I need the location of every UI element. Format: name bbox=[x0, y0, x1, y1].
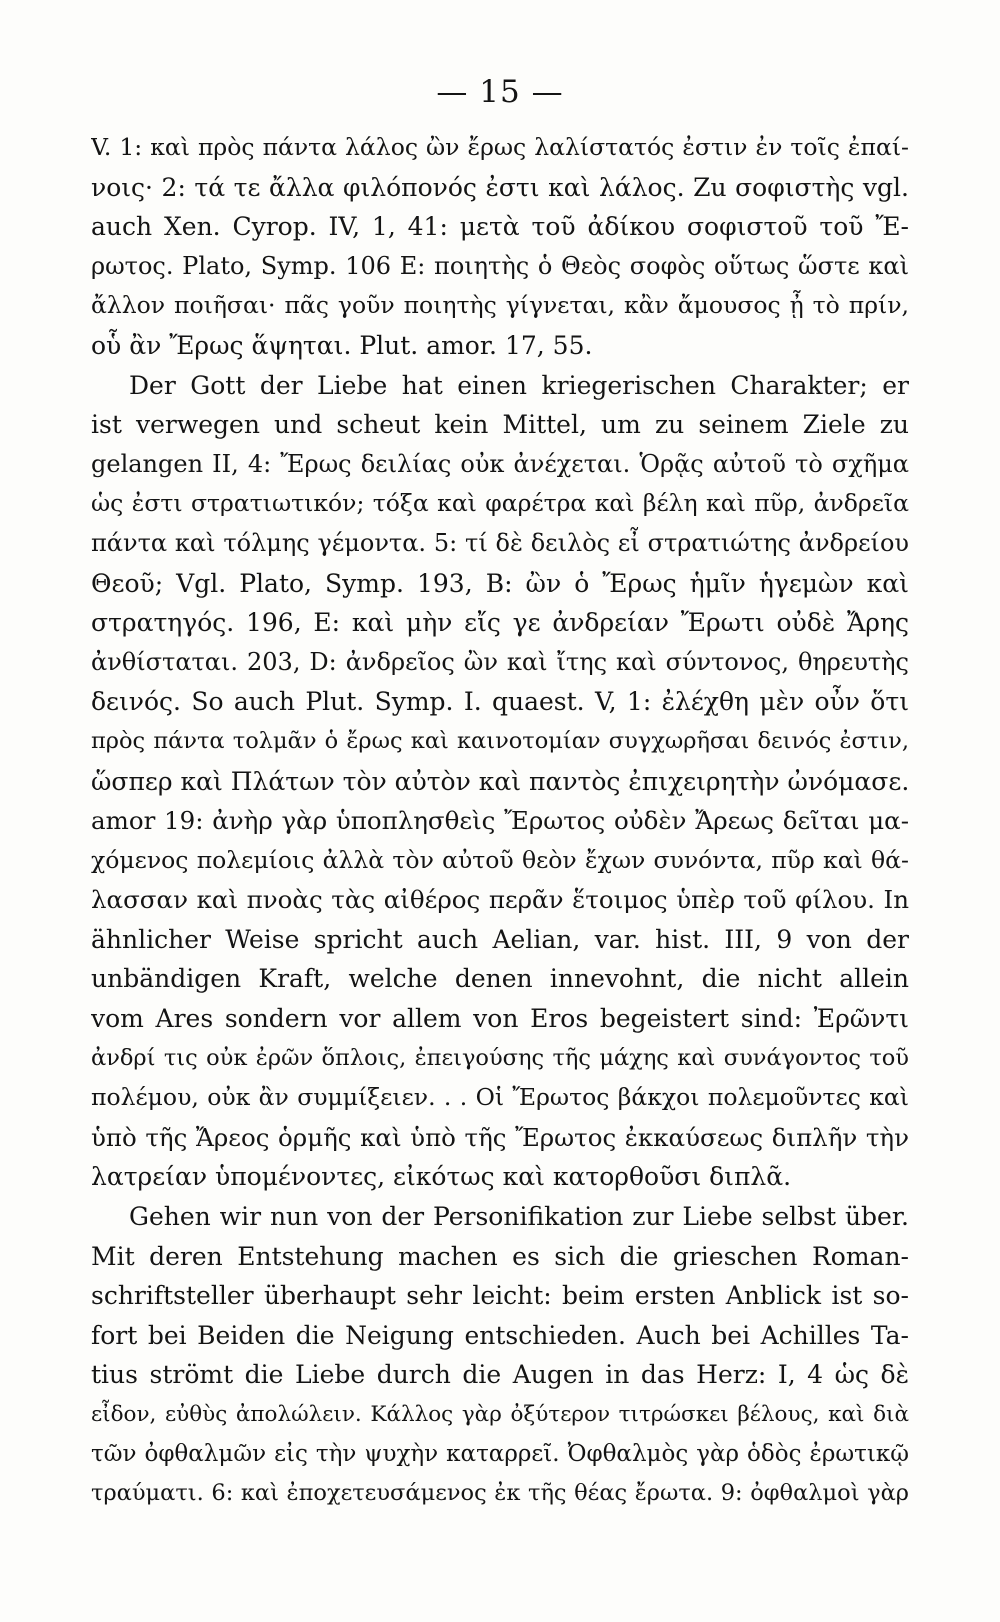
text-line: νοις· 2: τά τε ἄλλα φιλόπονός ἐστι καὶ λάλος. Zu σοφιστὴς vgl. bbox=[91, 172, 909, 202]
text-line: ist verwegen und scheut kein Mittel, um zu seinem Ziele zu bbox=[91, 410, 909, 440]
text-line: οὗ ἂν Ἔρως ἅψηται. Plut. amor. 17, 55. bbox=[91, 330, 593, 360]
text-line: πολέμου, οὐκ ἂν συμμίξειεν. . . Οἱ Ἔρωτος βάκχοι πολεμοῦντες καὶ bbox=[91, 1083, 909, 1112]
text-line: ὥσπερ καὶ Πλάτων τὸν αὐτὸν καὶ παντὸς ἐπιχειρητὴν ὠνόμασε. bbox=[91, 766, 909, 796]
text-line: auch Xen. Cyrop. IV, 1, 41: μετὰ τοῦ ἀδίκου σοφιστοῦ τοῦ Ἔ- bbox=[91, 212, 909, 242]
text-line: tius strömt die Liebe durch die Augen in das Herz: I, 4 ὡς δὲ bbox=[91, 1360, 909, 1390]
text-line: λατρείαν ὑπομένοντες, εἰκότως καὶ κατορθοῦσι διπλᾶ. bbox=[91, 1162, 792, 1192]
text-line: ἀνδρί τις οὐκ ἐρῶν ὅπλοις, ἐπειγούσης τῆς μάχης καὶ συνάγοντος τοῦ bbox=[91, 1044, 909, 1071]
text-line: ἄλλον ποιῆσαι· πᾶς γοῦν ποιητὴς γίγνεται, κἂν ἄμουσος ᾖ τὸ πρίν, bbox=[91, 291, 909, 320]
page-number: — 15 — bbox=[436, 74, 564, 110]
text-line: εἶδον, εὐθὺς ἀπολώλειν. Κάλλος γὰρ ὀξύτερον τιτρώσκει βέλους, καὶ διὰ bbox=[91, 1402, 909, 1427]
text-line: Θεοῦ; Vgl. Plato, Symp. 193, B: ὢν ὁ Ἔρως ἡμῖν ἡγεμὼν καὶ bbox=[91, 568, 909, 598]
text-line: Der Gott der Liebe hat einen kriegerischen Charakter; er bbox=[129, 370, 909, 400]
text-line: ὑπὸ τῆς Ἄρεος ὁρμῆς καὶ ὑπὸ τῆς Ἔρωτος ἐκκαύσεως διπλῆν τὴν bbox=[91, 1122, 909, 1152]
text-line: unbändigen Kraft, welche denen innevohnt, die nicht allein bbox=[91, 964, 909, 994]
text-line: δεινός. So auch Plut. Symp. I. quaest. V, 1: ἐλέχθη μὲν οὖν ὅτι bbox=[91, 687, 909, 717]
text-line: V. 1: καὶ πρὸς πάντα λάλος ὢν ἔρως λαλίστατός ἐστιν ἐν τοῖς ἐπαί- bbox=[91, 133, 909, 161]
text-line: schriftsteller überhaupt sehr leicht: beim ersten Anblick ist so- bbox=[91, 1281, 909, 1311]
text-line: ähnlicher Weise spricht auch Aelian, var. hist. III, 9 von der bbox=[91, 924, 909, 954]
text-line: Gehen wir nun von der Personifikation zur Liebe selbst über. bbox=[129, 1202, 909, 1232]
body-text bbox=[91, 128, 909, 1514]
text-line: πάντα καὶ τόλμης γέμοντα. 5: τί δὲ δειλὸς εἶ στρατιώτης ἀνδρείου bbox=[91, 528, 909, 557]
text-line: ἀνθίσταται. 203, D: ἀνδρεῖος ὢν καὶ ἴτης καὶ σύντονος, θηρευτὴς bbox=[91, 647, 909, 676]
text-line: λασσαν καὶ πνοὰς τὰς αἰθέρος περᾶν ἕτοιμος ὑπὲρ τοῦ φίλου. In bbox=[91, 885, 909, 915]
text-line: vom Ares sondern vor allem von Eros begeistert sind: Ἐρῶντι bbox=[91, 1004, 909, 1034]
text-line: χόμενος πολεμίοις ἀλλὰ τὸν αὐτοῦ θεὸν ἔχων συνόντα, πῦρ καὶ θά- bbox=[91, 845, 909, 874]
text-line: amor 19: ἀνὴρ γὰρ ὑποπλησθεὶς Ἔρωτος οὐδὲν Ἄρεως δεῖται μα- bbox=[91, 806, 909, 836]
text-line: ρωτος. Plato, Symp. 106 E: ποιητὴς ὁ Θεὸς σοφὸς οὕτως ὥστε καὶ bbox=[91, 251, 909, 280]
text-line: gelangen II, 4: Ἔρως δειλίας οὐκ ἀνέχεται. Ὁρᾷς αὐτοῦ τὸ σχῆμα bbox=[91, 449, 909, 478]
text-line: πρὸς πάντα τολμᾶν ὁ ἔρως καὶ καινοτομίαν συγχωρῆσαι δεινός ἐστιν, bbox=[91, 727, 909, 754]
text-line: τῶν ὀφθαλμῶν εἰς τὴν ψυχὴν καταρρεῖ. Ὀφθαλμὸς γὰρ ὁδὸς ἐρωτικῷ bbox=[91, 1440, 909, 1467]
text-line: fort bei Beiden die Neigung entschieden. Auch bei Achilles Ta- bbox=[91, 1320, 909, 1350]
text-line: τραύματι. 6: καὶ ἐποχετευσάμενος ἐκ τῆς θέας ἔρωτα. 9: ὀφθαλμοὶ γὰρ bbox=[91, 1480, 909, 1507]
text-line: στρατηγός. 196, E: καὶ μὴν εἴς γε ἀνδρείαν Ἔρωτι οὐδὲ Ἄρης bbox=[91, 608, 909, 638]
text-line: ὡς ἐστι στρατιωτικόν; τόξα καὶ φαρέτρα καὶ βέλη καὶ πῦρ, ἀνδρεῖα bbox=[91, 489, 909, 518]
text-line: Mit deren Entstehung machen es sich die grieschen Roman- bbox=[91, 1241, 909, 1271]
